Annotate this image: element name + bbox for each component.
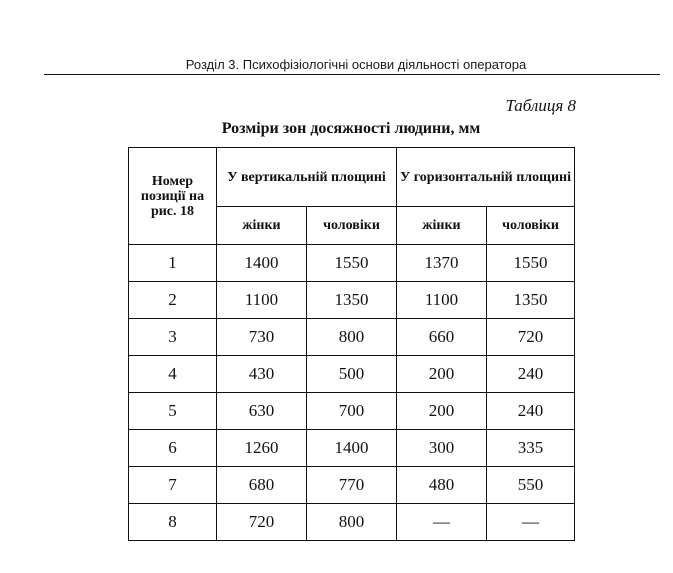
table-cell: 200 [397,393,487,430]
table-cell: 1100 [217,282,307,319]
table-cell: 1100 [397,282,487,319]
table-row [129,393,575,430]
table-cell: 700 [307,393,397,430]
column-header-horizontal-women: жінки [397,207,487,245]
reach-zones-table [128,147,575,541]
table-cell: 7 [129,467,217,504]
table-row [129,504,575,541]
table-cell: 300 [397,430,487,467]
table-cell: 2 [129,282,217,319]
table-cell: 1370 [397,245,487,282]
table-cell: 1 [129,245,217,282]
table-cell: — [397,504,487,541]
table-cell: 240 [487,356,575,393]
table-cell: 770 [307,467,397,504]
table-cell: 1550 [307,245,397,282]
table-cell: 720 [487,319,575,356]
table-cell: 550 [487,467,575,504]
table-number: Таблиця 8 [505,96,576,115]
table-cell: 1350 [307,282,397,319]
running-header: Розділ 3. Психофізіологічні основи діяльності оператора [185,57,527,72]
column-header-vertical-women: жінки [217,207,307,245]
table-row [129,467,575,504]
table-cell: 8 [129,504,217,541]
table-cell: 480 [397,467,487,504]
table-cell: 1400 [307,430,397,467]
table-cell: — [487,504,575,541]
table-cell: 1550 [487,245,575,282]
table-row [129,245,575,282]
table-cell: 730 [217,319,307,356]
column-group-horizontal: У горизонтальній площині [397,148,575,207]
table-title: Розміри зон досяжності людини, мм [221,120,481,137]
column-header-horizontal-men: чоловіки [487,207,575,245]
column-header-position: Номер позиції на рис. 18 [129,148,217,245]
table-row [129,282,575,319]
table-cell: 1260 [217,430,307,467]
table-cell: 800 [307,319,397,356]
column-group-vertical: У вертикальній площині [217,148,397,207]
table-cell: 5 [129,393,217,430]
table-cell: 680 [217,467,307,504]
header-rule [44,74,660,75]
table-cell: 630 [217,393,307,430]
table-row [129,356,575,393]
table-cell: 335 [487,430,575,467]
table-cell: 3 [129,319,217,356]
table-cell: 200 [397,356,487,393]
table-cell: 500 [307,356,397,393]
table-cell: 1400 [217,245,307,282]
table-cell: 720 [217,504,307,541]
table-cell: 800 [307,504,397,541]
table-cell: 240 [487,393,575,430]
table-cell: 660 [397,319,487,356]
table-row [129,319,575,356]
table-row [129,430,575,467]
table-cell: 1350 [487,282,575,319]
table-cell: 430 [217,356,307,393]
table-cell: 4 [129,356,217,393]
table-cell: 6 [129,430,217,467]
column-header-vertical-men: чоловіки [307,207,397,245]
